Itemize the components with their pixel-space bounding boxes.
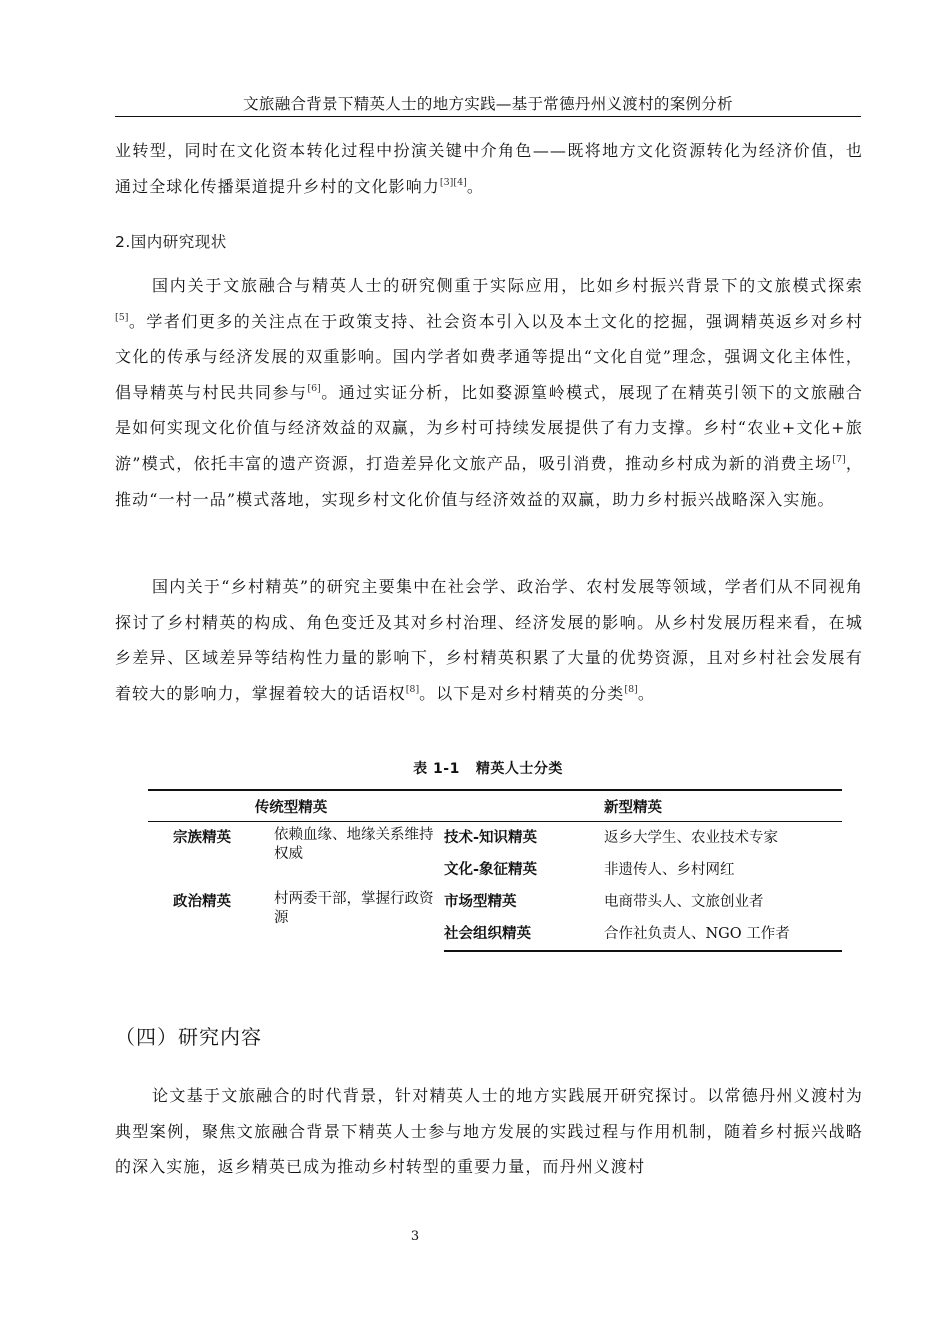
new-description: 电商带头人、文旅创业者	[604, 894, 764, 910]
continuation-text: 业转型，同时在文化资本转化过程中扮演关键中介角色——既将地方文化资源转化为经济价值，也通过全球化传播渠道提升乡村的文化影响力	[115, 141, 863, 196]
citation-4[interactable]: [4]	[453, 176, 467, 188]
citation-3[interactable]: [3]	[439, 176, 454, 188]
new-description: 非遗传人、乡村网红	[604, 862, 735, 878]
new-description: 合作社负责人、NGO 工作者	[604, 918, 842, 951]
table-header-new: 新型精英	[444, 790, 842, 822]
citation-5[interactable]: [5]	[115, 311, 129, 323]
section-heading-research-content: （四）研究内容	[115, 1025, 262, 1049]
new-category: 文化-象征精英	[444, 862, 538, 878]
paragraph-domestic-research	[115, 268, 863, 517]
paragraph-text: 国内关于文旅融合与精英人士的研究侧重于实际应用，比如乡村振兴背景下的文旅模式探索	[152, 276, 863, 295]
citation-6[interactable]: [6]	[307, 382, 321, 394]
table-header-row	[148, 790, 842, 822]
new-category: 技术-知识精英	[444, 830, 538, 846]
citation-8[interactable]: [8]	[405, 683, 420, 695]
table-header-traditional: 传统型精英	[148, 790, 444, 822]
paragraph-text: 。通过实证分析，比如婺源篁岭模式，展现了在精英引领下的文旅融合是如何实现文化价值与经济效益的双赢，为乡村可持续发展提供了有力支撑。乡村“农业+文化+旅游”模式，依托丰富的遗产资源，打造差异化文旅产品，吸引消费，推动乡村成为新的消费主场	[115, 382, 863, 473]
citation-7[interactable]: [7]	[832, 453, 846, 465]
traditional-category: 宗族精英	[173, 830, 231, 846]
traditional-description: 依赖血缘、地缘关系维持权威	[274, 827, 434, 862]
section-heading-domestic-research: 2.国内研究现状	[115, 233, 227, 251]
new-category: 市场型精英	[444, 894, 517, 910]
table-caption-title: 精英人士分类	[475, 761, 563, 777]
table-caption-number: 表 1-1	[413, 761, 460, 777]
running-header: 文旅融合背景下精英人士的地方实践—基于常德丹州义渡村的案例分析	[243, 95, 733, 113]
traditional-category: 政治精英	[173, 894, 231, 910]
paragraph-text: 。学者们更多的关注点在于政策支持、社会资本引入以及本土文化的挖掘，强调精英返乡对乡村文化的传承与经济发展的双重影响。国内学者如费孝通等提出“文化自觉”理念，强调文化主体性，倡导精英与村民共同参与	[115, 311, 863, 402]
table-caption	[115, 760, 861, 778]
continuation-end: 。	[466, 176, 484, 196]
paragraph-text: 。	[637, 683, 655, 703]
paragraph-text: 国内关于“乡村精英”的研究主要集中在社会学、政治学、农村发展等领域，学者们从不同视角探讨了乡村精英的构成、角色变迁及其对乡村治理、经济发展的影响。从乡村发展历程来看，在城乡差异、区域差异等结构性力量的影响下，乡村精英积累了大量的优势资源，且对乡村社会发展有着较大的影响力，掌握着较大的话语权	[115, 577, 863, 703]
paragraph-text: ，推动“一村一品”模式落地，实现乡村文化价值与经济效益的双赢，助力乡村振兴战略深入实施。	[115, 453, 863, 509]
table-row	[148, 886, 842, 918]
paragraph-text: 。以下是对乡村精英的分类	[419, 683, 625, 703]
elite-classification-table	[148, 789, 842, 952]
page-number: 3	[410, 1229, 420, 1244]
table-row	[148, 822, 842, 855]
paragraph-rural-elite	[115, 569, 863, 711]
new-description: 返乡大学生、农业技术专家	[604, 830, 778, 846]
paragraph-research-content: 论文基于文旅融合的时代背景，针对精英人士的地方实践展开研究探讨。以常德丹州义渡村为典型案例，聚焦文旅融合背景下精英人士参与地方发展的实践过程与作用机制，随着乡村振兴战略的深入实施，返乡精英已成为推动乡村转型的重要力量，而丹州义渡村	[115, 1086, 863, 1177]
new-category: 社会组织精英	[444, 918, 604, 951]
traditional-description: 村两委干部，掌握行政资源	[274, 891, 434, 926]
header-rule	[115, 116, 861, 117]
citation-8-second[interactable]: [8]	[624, 683, 638, 695]
continuation-paragraph	[115, 133, 863, 204]
